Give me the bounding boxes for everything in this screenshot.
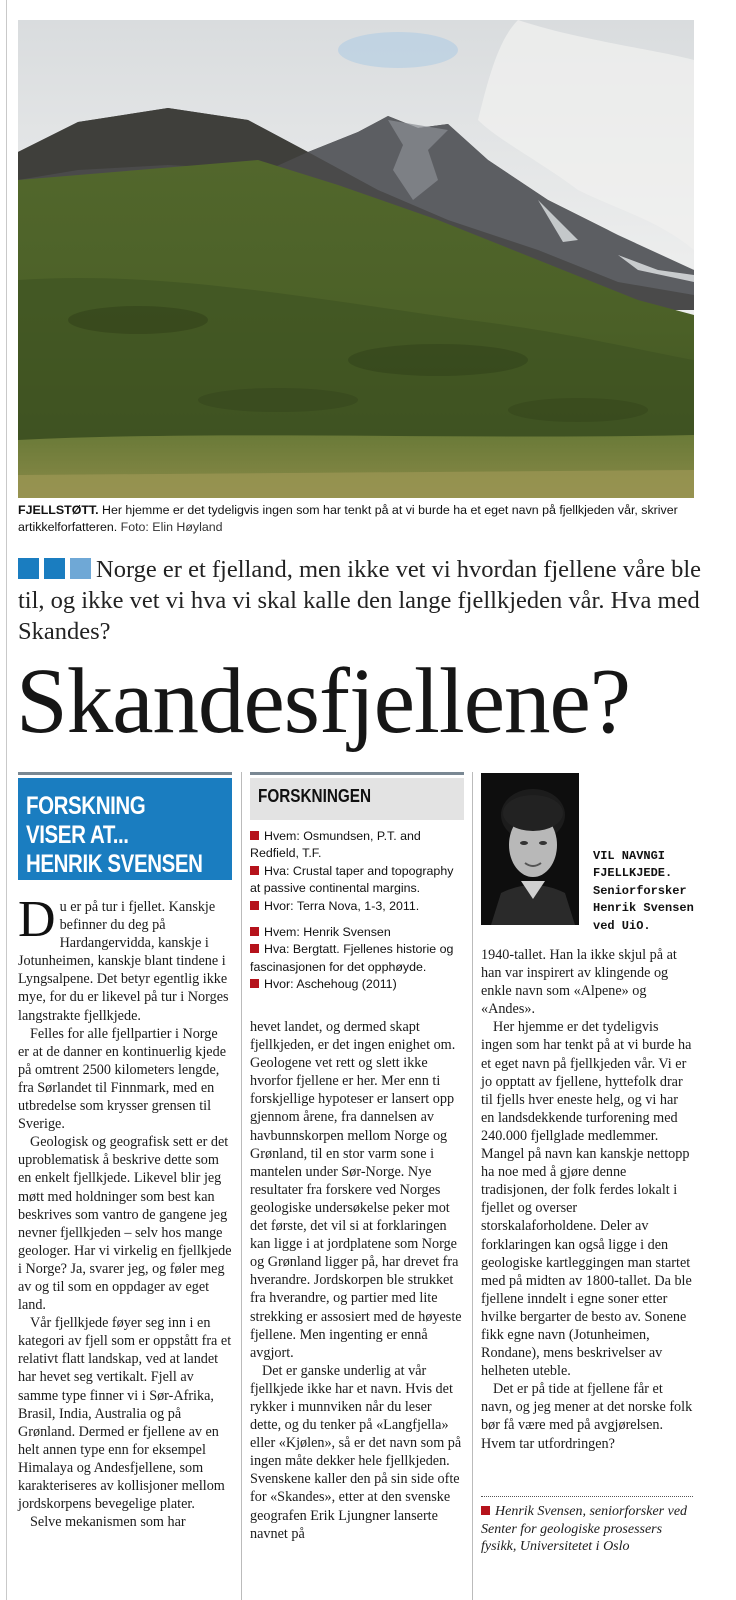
facts-list — [250, 828, 464, 994]
lead-square-3 — [70, 558, 91, 579]
bullet-icon — [250, 901, 259, 910]
mountain-photo — [18, 20, 694, 498]
body-paragraph: Du er på tur i fjellet. Kanskje befinner du deg på Hardangervidda, kanskje i Jotunheimen, kanskje blant tindene i Lyngsalpene. Det betyr egentlig ikke mye, for du er likevel på tur i Norges langstrakte fjellkjede. — [18, 891, 229, 1024]
body-paragraph: Felles for alle fjellpartier i Norge er at de danner en kontinuerlig kjede på omtrent 2500 kilometers lengde, fra Sørlandet til Finnmark, med en utbredelse som krysser grensen til Sverige. — [18, 1025, 226, 1133]
author-portrait — [481, 773, 579, 925]
body-paragraph: Det er ganske underlig at vår fjellkjede ikke har et navn. Hvis det rykker i munnviken når du leser dette, og du tenker på «Langfjella» eller «Kjølen», så er det navn som på ingen måte dekker hele fjellkjeden. Svenskene kaller den på sin side ofte for «Skandes», etter at den svenske geografen Erik Ljungner lanserte navnet på — [250, 1362, 462, 1542]
series-box — [18, 772, 232, 880]
body-paragraph: 1940-tallet. Han la ikke skjul på at han var inspirert av klingende og enkle navn som «Alpene» og «Andes». — [481, 947, 677, 1018]
caption-label: FJELLSTØTT. — [18, 503, 99, 517]
series-line-3: HENRIK SVENSEN — [26, 850, 203, 878]
facts-group-1 — [250, 828, 464, 915]
drop-cap: D — [18, 891, 56, 948]
series-box-rule — [18, 772, 232, 775]
photo-caption — [18, 502, 694, 536]
body-column-3 — [481, 946, 693, 1453]
column-divider-2 — [472, 772, 473, 1600]
bullet-icon — [250, 979, 259, 988]
body-column-1 — [18, 891, 232, 1531]
series-box-title — [18, 778, 232, 880]
bullet-icon — [250, 866, 259, 875]
fact-what-2: Hva: Bergtatt. Fjellenes historie og fascinasjonen for det opphøyde. — [250, 942, 454, 974]
lead-text: Norge er et fjelland, men ikke vet vi hvordan fjellene våre ble til, og ikke vet vi hva vi skal kalle den lange fjellkjeden vår. Hva med Skandes? — [18, 556, 701, 645]
author-bio — [481, 1496, 693, 1556]
fact-where-2: Hvor: Aschehoug (2011) — [250, 976, 464, 993]
column-divider-1 — [241, 772, 242, 1600]
page-margin-line — [6, 0, 7, 1600]
bullet-icon — [250, 944, 259, 953]
fact-who-2: Hvem: Henrik Svensen — [250, 924, 464, 941]
body-paragraph: Vår fjellkjede føyer seg inn i en kategori av fjell som er oppstått fra et relativt flatt landskap, ved at landet har hevet seg vertikalt. Fjell av samme type finner vi i Sør-Afrika, Brasil, India, Australia og på Grønland. Dermed er fjellene av en helt annen type enn for eksempel Himalaya og Andesfjellene, som karakteriseres av kollisjoner mellom jordskorpens bevegelige plater. — [18, 1315, 232, 1513]
facts-box-rule — [250, 772, 464, 775]
bio-text: Henrik Svensen, seniorforsker ved Senter for geologiske prosessers fysikk, Universitetet i Oslo — [481, 1504, 688, 1555]
lead-paragraph — [18, 554, 708, 647]
bullet-icon — [250, 927, 259, 936]
bullet-icon — [481, 1506, 490, 1515]
bio-divider — [481, 1496, 693, 1497]
body-column-2 — [250, 1018, 464, 1543]
body-paragraph: Selve mekanismen som har — [30, 1514, 186, 1531]
series-line-1: FORSKNING — [26, 792, 146, 820]
portrait-caption: VIL NAVNGI FJELLKJEDE. Seniorforsker Henrik Svensen ved UiO. — [593, 849, 694, 933]
body-paragraph: Geologisk og geografisk sett er det uproblematisk å beskrive dette som en enkelt fjellkjede. Likevel blir jeg møtt med holdninger som best kan beskrives som vantro de gangene jeg nevner fjellkjeden – selv hos mange geologer. Har vi virkelig en fjellkjede i Norge? Ja, svarer jeg, og føler meg av og til som en oppdager av eget land. — [18, 1134, 232, 1314]
body-paragraph: hevet landet, og dermed skapt fjellkjeden, er det ingen enighet om. Geologene vet rett og slett ikke hvorfor fjellene er her. Mer enn ti forskjellige hypoteser er lansert opp gjennom årene, fra dannelsen av havbunnskorpen mellom Norge og Grønland, til en stor varm sone i mantelen under Sør-Norge. Nye resultater fra forskere ved Norges geologiske undersøkelse peker mot det første, det vil si at forklaringen kan ligge i at jordplatene som Norge og Grønland ligger på, har drevet fra hverandre. Jordskorpen ble strukket fra hverandre, og partier med lite strekking er assosiert med de høyeste fjellene. Men ingenting er ennå avgjort. — [250, 1019, 462, 1361]
facts-group-2 — [250, 924, 464, 994]
fact-who-1: Hvem: Osmundsen, P.T. and Redfield, T.F. — [250, 829, 421, 861]
facts-box-header — [250, 778, 464, 820]
bullet-icon — [250, 831, 259, 840]
headline: Skandesfjellene? — [16, 650, 631, 753]
photo-credit: Foto: Elin Høyland — [120, 520, 223, 534]
mountain-landscape-image — [18, 20, 694, 498]
fact-where-1: Hvor: Terra Nova, 1-3, 2011. — [250, 898, 464, 915]
body-paragraph: Det er på tide at fjellene får et navn, og jeg mener at det norske folk bør få være med på avgjørelsen. Hvem tar utfordringen? — [481, 1381, 693, 1452]
facts-box-title: FORSKNINGEN — [258, 786, 372, 806]
fact-what-1: Hva: Crustal taper and topography at passive continental margins. — [250, 863, 454, 896]
caption-text: Her hjemme er det tydeligvis ingen som har tenkt på at vi burde ha et eget navn på fjellkjeden vår, skriver artikkelforfatteren. — [18, 503, 678, 534]
facts-box — [250, 772, 464, 1003]
series-line-2: VISER AT... — [26, 821, 129, 849]
portrait-image — [481, 773, 579, 925]
body-paragraph: Her hjemme er det tydeligvis ingen som har tenkt på at vi burde ha et eget navn på fjellkjeden vår. Vi er jo opptatt av fjellene, hyttefolk drar til fjells hver eneste helg, og vi har en landsdekkende turforening med 240.000 fjellglade medlemmer. Mangel på navn kan kanskje nettopp ha noe med å gjøre denne tradisjonen, der folk ferdes lokalt i fjellet og overser storskalaforholdene. Deler av forklaringen kan også ligge i den geologiske kartleggingen man startet med på midten av 1800-tallet. Da ble fjellene inndelt i egne soner etter hvilke bergarter de besto av. Sonene fikk egne navn (Jotunheimen, Rondane), mens beskrivelser av helheten uteble. — [481, 1019, 692, 1380]
lead-square-2 — [44, 558, 65, 579]
lead-square-1 — [18, 558, 39, 579]
